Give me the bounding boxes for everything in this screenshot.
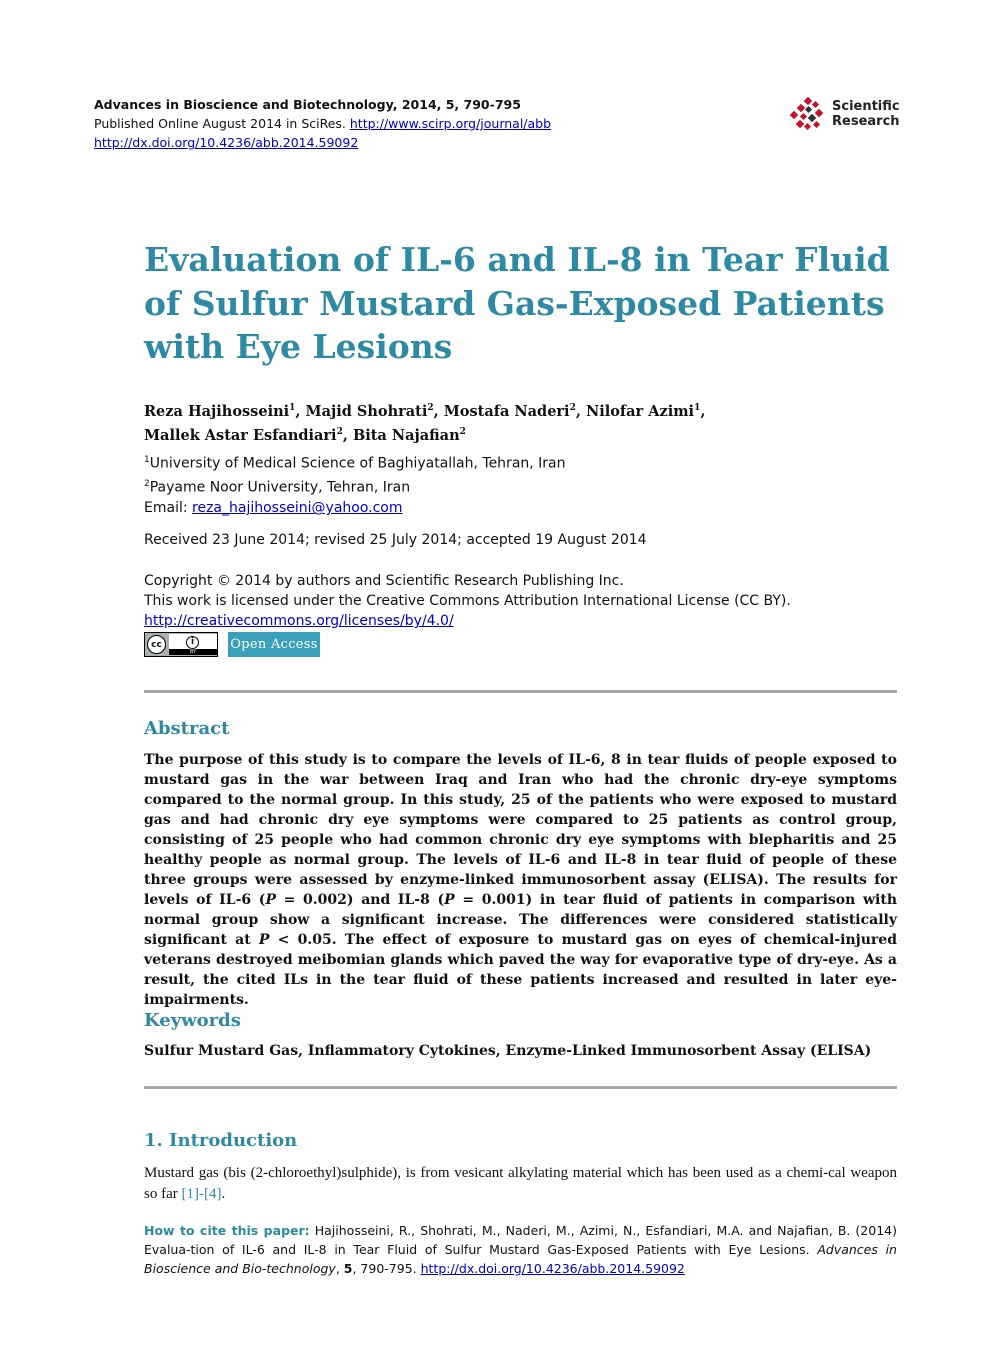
abstract-body	[144, 750, 897, 1010]
submission-dates: Received 23 June 2014; revised 25 July 2014; accepted 19 August 2014	[144, 532, 647, 548]
copyright-notice	[144, 571, 791, 631]
author-name: Nilofar Azimi	[585, 402, 695, 420]
how-to-cite-label: How to cite this paper:	[144, 1223, 310, 1238]
doi-line	[94, 133, 551, 152]
publisher-name	[832, 99, 900, 129]
doi-link[interactable]: http://dx.doi.org/10.4236/abb.2014.59092	[94, 135, 359, 150]
by-panel	[169, 634, 217, 655]
published-line	[94, 114, 551, 133]
license-link[interactable]: http://creativecommons.org/licenses/by/4.0/	[144, 613, 454, 629]
citation-range-separator: -	[199, 1185, 204, 1202]
author-separator: ,	[575, 402, 586, 420]
journal-citation: Advances in Bioscience and Biotechnology, 2014, 5, 790-795	[94, 97, 521, 112]
copyright-line: Copyright © 2014 by authors and Scientific Research Publishing Inc.	[144, 573, 624, 589]
affiliation-2	[144, 474, 566, 498]
author-affiliation-mark: 1	[289, 403, 296, 413]
author-separator: ,	[433, 402, 444, 420]
citation-volume: 5	[343, 1261, 353, 1276]
introduction-body	[144, 1163, 897, 1204]
publisher-name-line2: Research	[832, 114, 900, 129]
abstract-text: < 0.05. The effect of exposure to mustard gas on eyes of chemical-injured veterans destroyed meibomian glands which paved the way for evaporative type of dry-eye. As a result, the cited ILs in the tear fluid of these patients increased and resulted in later eye-impairments.	[144, 932, 897, 1008]
scientific-research-logo	[790, 97, 902, 135]
author-name: Majid Shohrati	[305, 402, 428, 420]
affiliations	[144, 450, 566, 519]
author-affiliation-mark: 1	[694, 403, 701, 413]
open-access-badge[interactable]: Open Access	[228, 632, 320, 657]
p-value-symbol: P	[265, 892, 276, 908]
affiliation-text: Payame Noor University, Tehran, Iran	[149, 479, 411, 496]
affiliation-1	[144, 450, 566, 474]
abstract-heading: Abstract	[144, 718, 230, 739]
affiliation-number: 1	[144, 455, 150, 465]
keywords-list: Sulfur Mustard Gas, Inflammatory Cytokines, Enzyme-Linked Immunosorbent Assay (ELISA)	[144, 1043, 872, 1059]
published-text: Published Online August 2014 in SciRes.	[94, 116, 350, 131]
publisher-name-line1: Scientific	[832, 99, 900, 114]
affiliation-number: 2	[144, 479, 150, 490]
cc-icon: cc	[147, 635, 166, 654]
email-link[interactable]: reza_hajihosseini@yahoo.com	[192, 500, 403, 517]
section-divider	[144, 690, 897, 693]
email-line	[144, 498, 566, 519]
paper-title: Evaluation of IL-6 and IL-8 in Tear Fluid of Sulfur Mustard Gas-Exposed Patients with Eye Lesions	[144, 240, 890, 366]
citation-journal: Advances in Bioscience and Bio-technology	[144, 1242, 897, 1276]
email-label: Email:	[144, 500, 193, 517]
author-name: Mostafa Naderi	[443, 402, 570, 420]
author-name: Mallek Astar Esfandiari	[144, 426, 337, 444]
journal-header	[94, 95, 551, 152]
citation-text: Hajihosseini, R., Shohrati, M., Naderi, M., Azimi, N., Esfandiari, M.A. and Najafian, B. (2014) Evalua-tion of IL-6 and IL-8 in Tear Fluid of Sulfur Mustard Gas-Exposed Patients with Eye Lesions.	[144, 1223, 897, 1257]
author-separator: ,	[295, 402, 306, 420]
license-line: This work is licensed under the Creative Commons Attribution International License (CC BY).	[144, 593, 791, 609]
abstract-text: = 0.002) and IL-8 (	[275, 892, 445, 908]
attribution-person-icon: i	[186, 636, 199, 649]
citation-separator: ,	[335, 1261, 344, 1276]
author-list	[144, 398, 884, 446]
section-divider	[144, 1086, 897, 1089]
author-line-2	[144, 422, 884, 446]
by-label: BY	[169, 649, 217, 655]
abstract-text: The purpose of this study is to compare the levels of IL-6, 8 in tear fluids of people exposed to mustard gas in the war between Iraq and Iran who had the chronic dry-eye symptoms compared to the normal group. In this study, 25 of the patients who were exposed to mustard gas and had chronic dry eye symptoms were compared to 25 patients as control group, consisting of 25 people who had common chronic dry eye symptoms with blepharitis and 25 healthy people as normal group. The levels of IL-6 and IL-8 in tear fluid of people of these three groups were assessed by enzyme-linked immunosorbent assay (ELISA). The results for levels of IL-6 (	[144, 752, 897, 908]
cc-by-badge[interactable]	[144, 632, 218, 657]
p-value-symbol: P	[444, 892, 455, 908]
keywords-heading: Keywords	[144, 1010, 241, 1031]
introduction-text-end: .	[221, 1185, 226, 1202]
author-affiliation-mark: 2	[336, 426, 343, 437]
abstract-text: = 0.001) in tear fluid of patients in comparison with normal group show a significant increase. The differences were considered statistically significant at	[144, 892, 897, 948]
citation-link[interactable]: [1]	[181, 1185, 199, 1202]
affiliation-text: University of Medical Science of Baghiyatallah, Tehran, Iran	[149, 455, 566, 472]
author-name: Bita Najafian	[352, 426, 460, 444]
author-line-1	[144, 398, 884, 422]
citation-link[interactable]: [4]	[204, 1185, 222, 1202]
author-affiliation-mark: 2	[459, 426, 466, 437]
p-value-symbol: P	[258, 932, 270, 948]
journal-url-link[interactable]: http://www.scirp.org/journal/abb	[349, 116, 552, 131]
introduction-text: Mustard gas (bis (2-chloroethyl)sulphide), is from vesicant alkylating material which has been used as a chemi-cal weapon so far	[144, 1165, 897, 1202]
citation-doi-link[interactable]: http://dx.doi.org/10.4236/abb.2014.59092	[420, 1261, 685, 1276]
introduction-heading: 1. Introduction	[144, 1130, 298, 1151]
publisher-logo-icon	[790, 97, 830, 135]
citation-pages: , 790-795.	[352, 1261, 421, 1276]
author-affiliation-mark: 2	[427, 403, 434, 413]
license-url-line	[144, 611, 791, 631]
author-separator: ,	[342, 426, 353, 444]
author-name: Reza Hajihosseini	[144, 402, 290, 420]
how-to-cite	[144, 1221, 897, 1278]
author-affiliation-mark: 2	[569, 403, 576, 413]
author-separator: ,	[700, 402, 706, 420]
